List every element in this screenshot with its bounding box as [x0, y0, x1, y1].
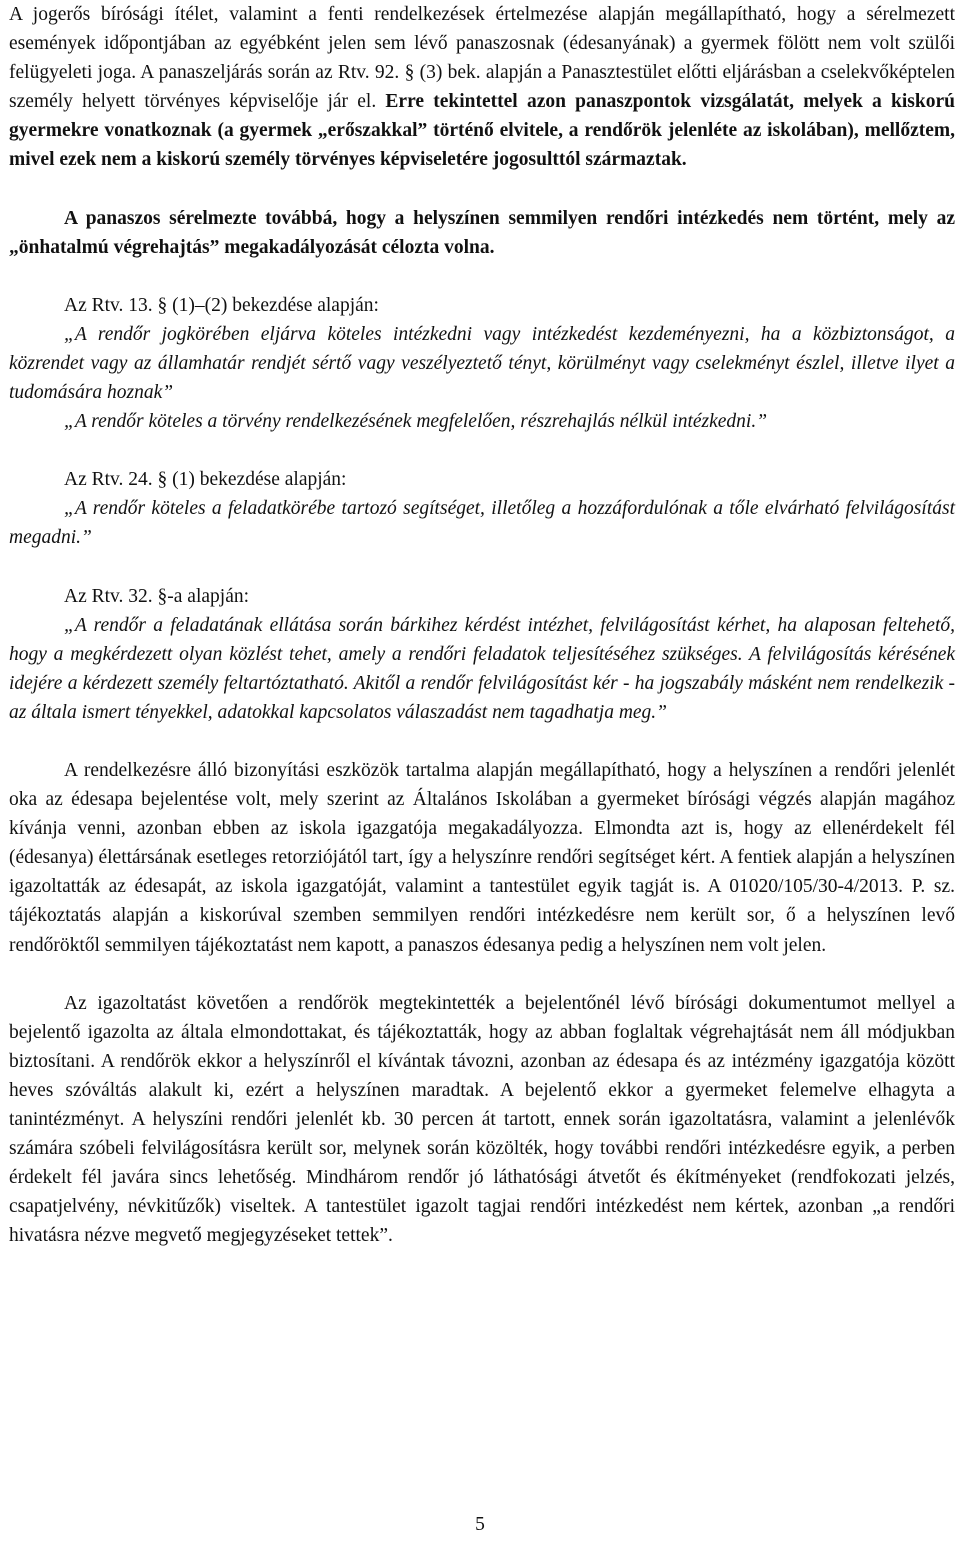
rtv13-quote-2: „A rendőr köteles a törvény rendelkezésének megfelelően, részrehajlás nélkül intézkedni.” — [64, 411, 768, 433]
rtv32-quote: „A rendőr a feladatának ellátása során bárkihez kérdést intézhet, felvilágosítást kérhet, ha alaposan feltehető, hogy a megkérdezett olyan közlést tehet, amely a rendőri feladatok teljesítéséhez szükséges. A felvilágosítás kérésének idejére a kérdezett személy feltartóztatható. Akitől a rendőr felvilágosítást kér - ha jogszabály másként nem rendelkezik - az általa ismert tényekkel, adatokkal kapcsolatos válaszadást nem tagadhatja meg.” — [9, 614, 955, 723]
rtv13-quote-1: „A rendőr jogkörében eljárva köteles intézkedni vagy intézkedést kezdeményezni, ha a közbiztonságot, a közrendet vagy az államhatár rendjét sértő vagy veszélyeztető tényt, körülményt vagy cselekményt észlel, illetve ilyet a tudomására hoznak” — [9, 323, 955, 404]
document-page — [9, 0, 955, 1250]
rtv24-quote: „A rendőr köteles a feladatkörébe tartozó segítséget, illetőleg a hozzáfordulónak a tőle elvárható felvilágosítást megadni.” — [9, 498, 955, 549]
paragraph-text: A jogerős bírósági ítélet, valamint a fenti rendelkezések értelmezése alapján megállapítható, hogy a sérelmezett események időpontjában az egyébként jelen sem lévő panaszosnak (édesanyának) a gyermek fölött nem volt szülői felügyeleti joga. A panaszeljárás során az Rtv. 92. § (3) bek. alapján a Panasztestület előtti eljárásban a cselekvőképtelen személy helyett törvényes képviselője jár el. — [9, 4, 955, 113]
rtv24-intro: Az Rtv. 24. § (1) bekezdése alapján: — [64, 469, 347, 491]
rtv13-intro: Az Rtv. 13. § (1)–(2) bekezdése alapján: — [64, 294, 379, 316]
paragraph-evidence: A rendelkezésre álló bizonyítási eszközök tartalma alapján megállapítható, hogy a helyszínen a rendőri jelenlét oka az édesapa bejelentése volt, mely szerint az Általános Iskolában a gyermeket bírósági végzés alapján magához kívánja venni, azonban ebben az iskola igazgatója megakadályozza. Elmondta azt is, hogy az ellenérdekelt fél (édesanya) élettársának esetleges retorziójától tart, így a helyszínre rendőri segítséget kért. A fentiek alapján a helyszínen igazoltatták az édesapát, az iskola igazgatóját, valamint a tantestület egyik tagját is. A 01020/105/30-4/2013. P. sz. tájékoztatás alapján a kiskorúval szemben semmilyen rendőri intézkedésre nem került sor, ő a helyszínen levő rendőröktől semmilyen tájékoztatást nem kapott, a panaszos édesanya pedig a helyszínen nem volt jelen. — [9, 759, 955, 956]
paragraph-complaint: A panaszos sérelmezte továbbá, hogy a helyszínen semmilyen rendőri intézkedés nem történt, mely az „önhatalmú végrehajtás” megakadályozását célozta volna. — [9, 207, 955, 258]
paragraph-bold-text: Erre tekintettel azon panaszpontok vizsgálatát, melyek a kiskorú gyermekre vonatkoznak (a gyermek „erőszakkal” történő elvitele, a rendőrök jelenléte az iskolában), mellőztem, mivel ezek nem a kiskorú személy törvényes képviseletére jogosulttól származtak. — [9, 91, 955, 171]
rtv32-intro: Az Rtv. 32. §-a alapján: — [64, 585, 250, 607]
paragraph-legal-guardian — [9, 0, 955, 175]
paragraph-after-identification: Az igazoltatást követően a rendőrök megtekintették a bejelentőnél lévő bírósági dokumentumot mellyel a bejelentő igazolta az általa elmondottakat, és tájékoztatták, hogy az abban foglaltak végrehajtását nem áll módjukban biztosítani. A rendőrök ekkor a helyszínről el kívántak távozni, azonban az édesapa és az intézmény igazgatója között heves szóváltás alakult ki, ezért a helyszínen maradtak. A bejelentő ekkor a gyermeket felemelve elhagyta a tanintézményt. A helyszíni rendőri jelenlét kb. 30 percen át tartott, ennek során igazoltatásra, valamint a jelenlévők számára szóbeli felvilágosításra került sor, melynek során közölték, hogy további rendőri intézkedésre egyik, a perben érdekelt fél javára sincs lehetőség. Mindhárom rendőr jó láthatósági átvetőt és ékítményeket (rendfokozati jelzés, csapatjelvény, névkitűzők) viseltek. A tantestület igazolt tagjai rendőri intézkedést nem kértek, azonban „a rendőri hivatásra nézve megvető megjegyzéseket tettek”. — [9, 992, 955, 1247]
page-number: 5 — [475, 1514, 485, 1535]
